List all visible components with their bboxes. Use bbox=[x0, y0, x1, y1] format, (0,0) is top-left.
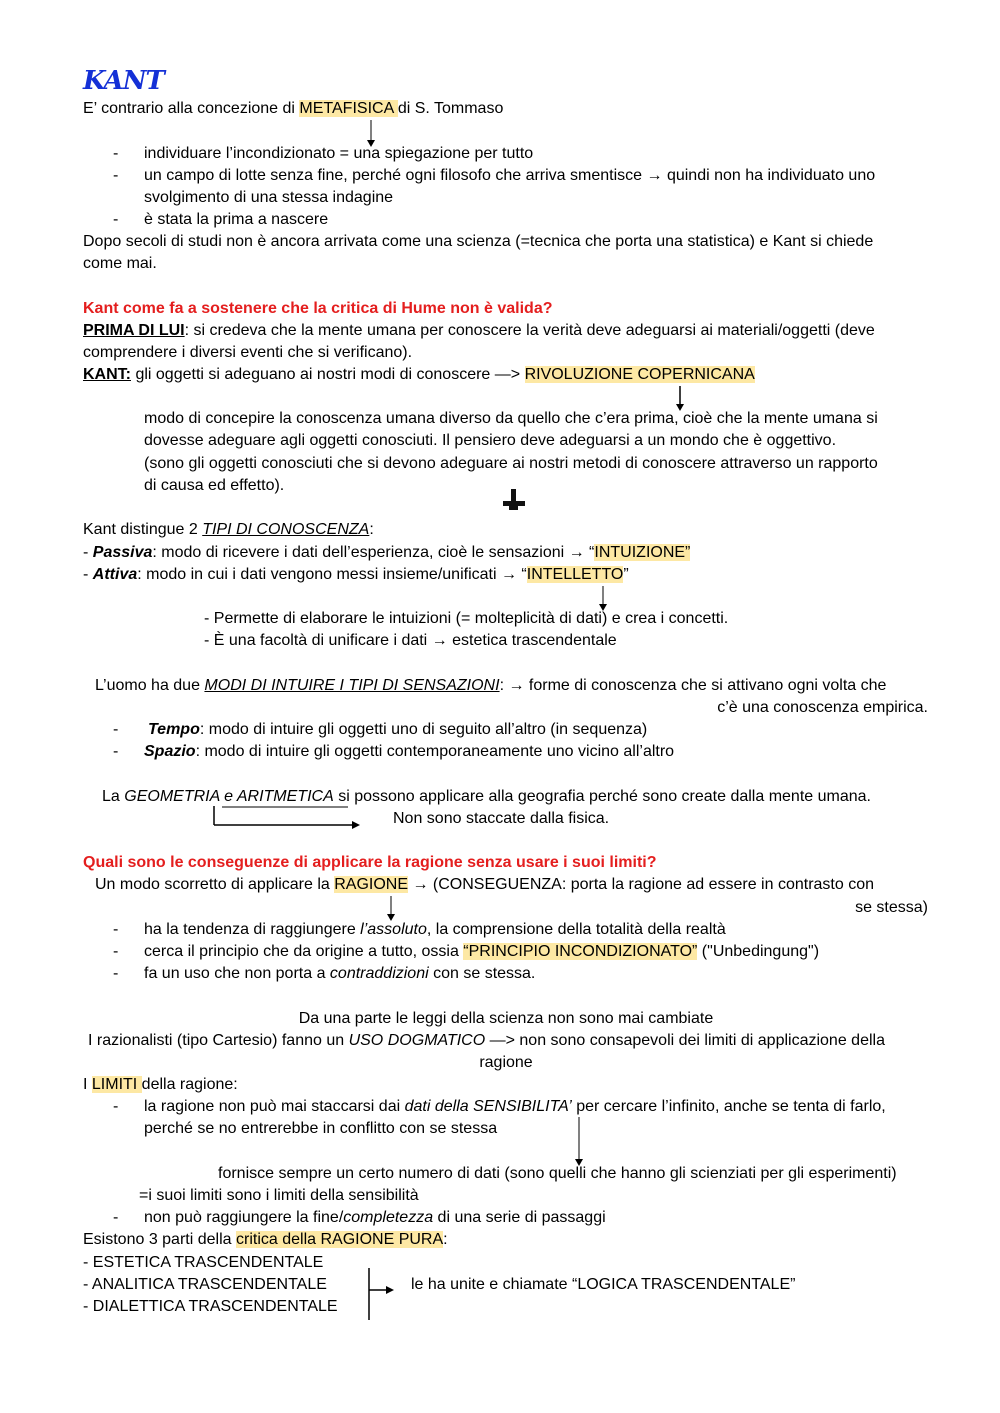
kant-text: gli oggetti si adeguano ai nostri modi di conoscere —> bbox=[131, 366, 525, 383]
part-item: - DIALETTICA TRASCENDENTALE bbox=[83, 1298, 338, 1315]
list-item bbox=[144, 964, 535, 984]
kant-line bbox=[83, 365, 755, 385]
razionalisti-text: I razionalisti (tipo Cartesio) fanno un bbox=[88, 1032, 349, 1049]
geo-text-end: si possono applicare alla geografia perché sono create dalla mente umana. bbox=[333, 788, 871, 805]
bullet-dash: - bbox=[113, 145, 119, 162]
prima-text: : si credeva che la mente umana per conoscere la verità deve adeguarsi ai materiali/oggetti (deve bbox=[184, 322, 875, 339]
list-item: individuare l’incondizionato = una spiegazione per tutto bbox=[144, 145, 534, 162]
tipi-line bbox=[83, 520, 374, 540]
highlight-critica: critica della RAGIONE PURA bbox=[235, 1231, 444, 1248]
passiva-label: Passiva bbox=[92, 544, 153, 561]
list-item-italic: l’assoluto bbox=[360, 921, 427, 938]
razionalisti-line-2: ragione bbox=[479, 1054, 533, 1071]
intelletto-line: - È una facoltà di unificare i dati → estetica trascendentale bbox=[204, 632, 617, 649]
limiti-line bbox=[83, 1075, 238, 1095]
intelletto-line: - Permette di elaborare le intuizioni (= molteplicità di dati) e crea i concetti. bbox=[204, 610, 729, 627]
attiva-line bbox=[83, 565, 629, 585]
section-heading: Quali sono le conseguenze di applicare la ragione senza usare i suoi limiti? bbox=[83, 854, 657, 871]
list-item: è stata la prima a nascere bbox=[144, 211, 329, 228]
spazio-item bbox=[144, 742, 674, 762]
prima-label: PRIMA DI LUI bbox=[83, 322, 185, 339]
leggi-line: Da una parte le leggi della scienza non sono mai cambiate bbox=[298, 1010, 714, 1027]
attiva-text: : modo in cui i dati vengono messi insieme/unificati → “ bbox=[137, 566, 527, 583]
ragione-line bbox=[95, 875, 874, 895]
highlight-metafisica: METAFISICA bbox=[299, 100, 398, 117]
bullet-dash: - bbox=[113, 921, 119, 938]
thick-arrow-down-icon bbox=[501, 489, 527, 513]
list-item bbox=[144, 942, 819, 962]
parti-line bbox=[83, 1230, 448, 1250]
spazio-label: Spazio bbox=[144, 743, 196, 760]
modi-underlined: MODI DI INTUIRE I TIPI DI SENSAZIONI bbox=[204, 677, 500, 694]
list-item-text: fa un uso che non porta a bbox=[144, 965, 330, 982]
list-item-continuation: svolgimento di una stessa indagine bbox=[144, 189, 394, 206]
parti-text: Esistono 3 parti della bbox=[83, 1231, 236, 1248]
list-item-text-end: di una serie di passaggi bbox=[433, 1209, 606, 1226]
tipi-colon: : bbox=[369, 521, 374, 538]
highlight-rivoluzione: RIVOLUZIONE COPERNICANA bbox=[524, 366, 755, 383]
intro-line bbox=[83, 99, 503, 119]
list-item-italic: dati della SENSIBILITA’ bbox=[404, 1098, 572, 1115]
razionalisti-italic: USO DOGMATICO bbox=[348, 1032, 486, 1049]
bullet-dash: - bbox=[113, 965, 119, 982]
list-item-text-end: con se stessa. bbox=[428, 965, 536, 982]
list-item-text: ha la tendenza di raggiungere bbox=[144, 921, 361, 938]
bullet-dash: - bbox=[113, 943, 119, 960]
paragraph-line: Dopo secoli di studi non è ancora arrivata come una scienza (=tecnica che porta una statistica) e Kant si chiede bbox=[83, 233, 874, 250]
attiva-quote: ” bbox=[623, 566, 629, 583]
attiva-dash: - bbox=[83, 566, 93, 583]
document-title: KANT bbox=[83, 66, 164, 96]
highlight-intuizione: INTUIZIONE” bbox=[594, 544, 691, 561]
list-item-text: cerca il principio che da origine a tutto, ossia bbox=[144, 943, 464, 960]
list-item bbox=[144, 1097, 886, 1117]
tempo-text: : modo di intuire gli oggetti uno di seguito all’altro (in sequenza) bbox=[199, 721, 648, 738]
logica-line: le ha unite e chiamate “LOGICA TRASCENDENTALE” bbox=[411, 1276, 796, 1293]
geo-text: La bbox=[102, 788, 125, 805]
tempo-item bbox=[148, 720, 647, 740]
list-item-text: la ragione non può mai staccarsi dai bbox=[144, 1098, 405, 1115]
list-item: un campo di lotte senza fine, perché ogni filosofo che arriva smentisce → quindi non ha individuato uno bbox=[144, 167, 876, 184]
part-item: - ESTETICA TRASCENDENTALE bbox=[83, 1254, 324, 1271]
highlight-limiti: LIMITI bbox=[91, 1076, 142, 1093]
list-item bbox=[144, 920, 726, 940]
prima-line-2: comprendere i diversi eventi che si verificano). bbox=[83, 344, 413, 361]
ragione-text: Un modo scorretto di applicare la bbox=[95, 876, 335, 893]
arrow-down-icon bbox=[386, 896, 398, 922]
bullet-dash: - bbox=[113, 1209, 119, 1226]
bullet-dash: - bbox=[113, 743, 119, 760]
fornisce-line: fornisce sempre un certo numero di dati (sono quelli che hanno gli scienziati per gli esperimenti) bbox=[218, 1165, 897, 1182]
prima-line bbox=[83, 321, 875, 341]
bullet-dash: - bbox=[113, 167, 119, 184]
list-item-continuation: perché se no entrerebbe in conflitto con se stessa bbox=[144, 1120, 498, 1137]
passiva-dash: - bbox=[83, 544, 93, 561]
tipi-underlined: TIPI DI CONOSCENZA bbox=[202, 521, 370, 538]
razionalisti-text-end: —> non sono consapevoli dei limiti di applicazione della bbox=[485, 1032, 885, 1049]
modo-line: (sono gli oggetti conosciuti che si devono adeguare ai nostri metodi di conoscere attraverso un rapporto bbox=[144, 455, 878, 472]
modo-line: dovesse adeguare agli oggetti conosciuti. Il pensiero deve adeguarsi a un mondo che è oggettivo. bbox=[144, 432, 837, 449]
geo-line-2: Non sono staccate dalla fisica. bbox=[393, 810, 610, 827]
elbow-arrow-icon bbox=[212, 806, 362, 828]
highlight-intelletto: INTELLETTO bbox=[526, 566, 624, 583]
modi-line-2: c’è una conoscenza empirica. bbox=[717, 699, 928, 716]
suoi-line: =i suoi limiti sono i limiti della sensibilità bbox=[139, 1187, 419, 1204]
ragione-text-end: → (CONSEGUENZA: porta la ragione ad essere in contrasto con bbox=[408, 876, 875, 893]
passiva-text: : modo di ricevere i dati dell’esperienza, cioè le sensazioni → “ bbox=[152, 544, 595, 561]
list-item-text-end: ("Unbedingung") bbox=[697, 943, 820, 960]
modo-line: di causa ed effetto). bbox=[144, 477, 285, 494]
list-item-italic: completezza bbox=[343, 1209, 434, 1226]
attiva-label: Attiva bbox=[92, 566, 138, 583]
part-item: - ANALITICA TRASCENDENTALE bbox=[83, 1276, 327, 1293]
list-item-italic: contraddizioni bbox=[329, 965, 429, 982]
spazio-text: : modo di intuire gli oggetti contemporaneamente uno vicino all’altro bbox=[195, 743, 675, 760]
tipi-text: Kant distingue 2 bbox=[83, 521, 203, 538]
list-item-text-end: , la comprensione della totalità della realtà bbox=[426, 921, 726, 938]
bracket-arrow-icon bbox=[366, 1268, 396, 1322]
list-item bbox=[144, 1208, 606, 1228]
modo-line: modo di concepire la conoscenza umana diverso da quello che c’era prima, cioè che la mente umana si bbox=[144, 410, 878, 427]
geo-italic: GEOMETRIA e ARITMETICA bbox=[124, 788, 334, 805]
passiva-line bbox=[83, 543, 690, 563]
paragraph-line: come mai. bbox=[83, 255, 157, 272]
modi-line bbox=[95, 676, 886, 696]
ragione-line-2: se stessa) bbox=[855, 899, 928, 916]
arrow-down-icon bbox=[574, 1117, 586, 1167]
parti-colon: : bbox=[443, 1231, 448, 1248]
geo-line bbox=[102, 787, 871, 807]
intro-text-end: di S. Tommaso bbox=[397, 100, 504, 117]
highlight-principio: “PRINCIPIO INCONDIZIONATO” bbox=[463, 943, 698, 960]
list-item-text: non può raggiungere la fine/ bbox=[144, 1209, 344, 1226]
section-heading: Kant come fa a sostenere che la critica di Hume non è valida? bbox=[83, 300, 553, 317]
limiti-text-end: della ragione: bbox=[141, 1076, 238, 1093]
modi-text: L’uomo ha due bbox=[95, 677, 205, 694]
list-item-text-end: per cercare l’infinito, anche se tenta di farlo, bbox=[571, 1098, 886, 1115]
tempo-label: Tempo bbox=[148, 721, 200, 738]
limiti-text: I bbox=[83, 1076, 92, 1093]
bullet-dash: - bbox=[113, 1098, 119, 1115]
razionalisti-line bbox=[88, 1031, 885, 1051]
intro-text: E’ contrario alla concezione di bbox=[83, 100, 300, 117]
bullet-dash: - bbox=[113, 721, 119, 738]
kant-label: KANT: bbox=[83, 366, 131, 383]
highlight-ragione: RAGIONE bbox=[334, 876, 409, 893]
modi-text-end: : → forme di conoscenza che si attivano ogni volta che bbox=[499, 677, 887, 694]
bullet-dash: - bbox=[113, 211, 119, 228]
